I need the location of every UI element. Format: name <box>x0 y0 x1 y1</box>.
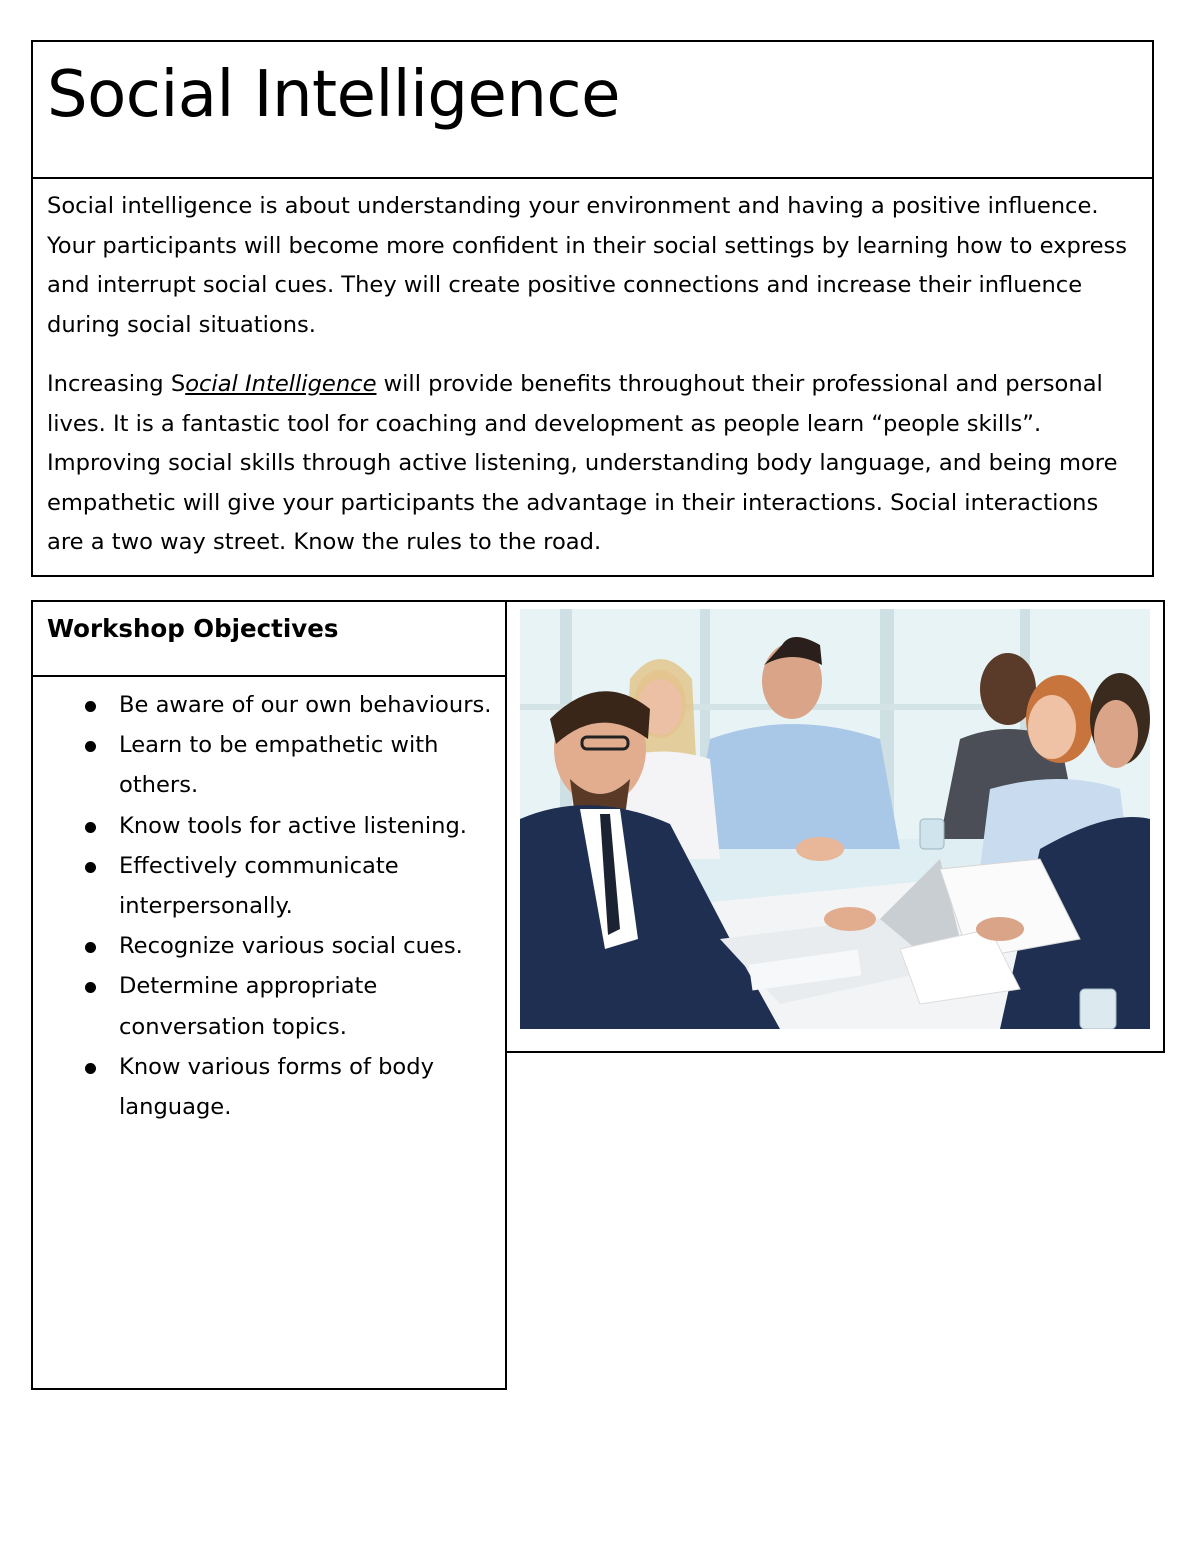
objectives-section <box>31 600 507 1390</box>
bullet-icon <box>85 822 96 833</box>
objective-text: Be aware of our own behaviours. <box>119 692 492 718</box>
bullet-icon <box>85 982 96 993</box>
objective-text: Determine appropriate conversation topics. <box>119 973 378 1040</box>
objective-item <box>33 966 495 1046</box>
business-meeting-photo <box>520 609 1150 1029</box>
intro-paragraph-1: Social intelligence is about understanding your environment and having a positive influence. Your participants will become more confident in their social settings by learning how to express and interrupt social cues. They will create positive connections and increase their influence during social situations. <box>47 193 1128 338</box>
intro-paragraph-2-emphasis: ocial Intelligence <box>185 371 377 397</box>
objective-text: Know various forms of body language. <box>119 1053 434 1121</box>
page-title: Social Intelligence <box>47 58 620 132</box>
objective-item <box>33 1047 495 1127</box>
bullet-icon <box>85 741 96 752</box>
objective-text: Learn to be empathetic with others. <box>119 732 439 799</box>
intro-section <box>31 40 1154 577</box>
objectives-heading-row <box>33 602 505 677</box>
photo-frame <box>505 600 1165 1053</box>
objective-item <box>33 846 495 926</box>
bullet-icon <box>85 942 96 953</box>
title-row <box>33 42 1152 179</box>
intro-body <box>33 179 1152 563</box>
intro-paragraph-2-end: will provide benefits throughout their professional and personal lives. It is a fantastic tool for coaching and development as people learn “people skills”. Improving social skills through active listening, understanding body language, and being more empathetic will give your participants the advantage in their interactions. Social interactions are a two way street. Know the rules to the road. <box>47 371 1118 555</box>
objectives-list <box>33 677 505 1127</box>
objective-item <box>33 725 495 805</box>
objective-text: Recognize various social cues. <box>119 933 463 960</box>
objective-item <box>33 806 495 846</box>
objectives-heading: Workshop Objectives <box>47 614 339 643</box>
bullet-icon <box>85 1063 96 1074</box>
objective-text: Effectively communicate interpersonally. <box>119 852 399 920</box>
intro-paragraph-2 <box>47 365 1138 563</box>
objective-item <box>33 926 495 966</box>
intro-paragraph-2-start: Increasing S <box>47 371 186 397</box>
objective-item <box>33 685 495 725</box>
bullet-icon <box>85 701 96 712</box>
objective-text: Know tools for active listening. <box>119 812 467 839</box>
bullet-icon <box>85 862 96 873</box>
